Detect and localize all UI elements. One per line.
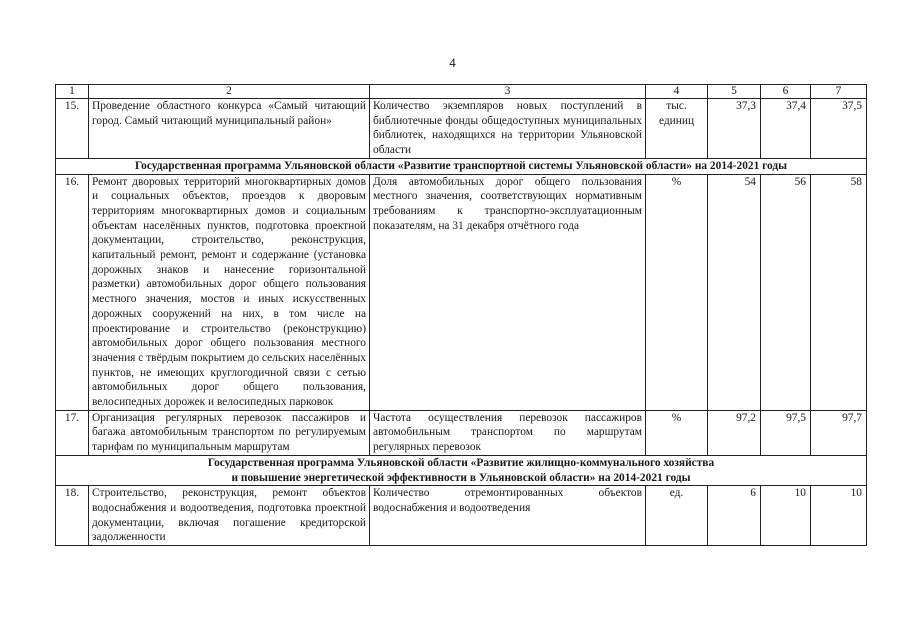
row-number: 16.: [56, 174, 89, 410]
value-cell: 97,7: [811, 410, 867, 455]
table-row: [56, 99, 867, 159]
indicator-cell: Частота осуществления перевозок пассажиров автомобильным транспортом по маршрутам регулярных перевозок: [370, 410, 646, 455]
row-number: 17.: [56, 410, 89, 455]
program-title: [56, 158, 867, 174]
column-number: 7: [811, 85, 867, 99]
unit-cell: тыс. единиц: [646, 99, 708, 159]
column-number: 6: [761, 85, 811, 99]
activity-cell: Ремонт дворовых территорий многоквартирных домов и социальных объектов, проездов к дворовым территориям многоквартирных домов и социальным объектам населённых пунктов, подготовка проектной документации, строительство, реконструкция, капитальный ремонт, ремонт и содержание (установка дорожных знаков и нанесение горизонтальной разметки) автомобильных дорог общего пользования местного значения, мостов и иных искусственных дорожных сооружений на них, в том числе на проектирование и строительство (реконструкцию) автомобильных дорог общего пользования местного значения с твёрдым покрытием до сельских населённых пунктов, не имеющих круглогодичной связи с сетью автомобильных дорог общего пользования, велосипедных дорожек и велосипедных парковок: [89, 174, 370, 410]
column-number: 5: [708, 85, 761, 99]
column-number: 1: [56, 85, 89, 99]
value-cell: 10: [761, 486, 811, 546]
activity-cell: Строительство, реконструкция, ремонт объектов водоснабжения и водоотведения, подготовка проектной документации, включая погашение кредиторской задолженности: [89, 486, 370, 546]
column-number-row: [56, 85, 867, 99]
unit-cell: %: [646, 174, 708, 410]
program-title-line: Государственная программа Ульяновской области «Развитие транспортной системы Ульяновской области» на 2014-2021 годы: [134, 159, 788, 172]
indicator-cell: Количество отремонтированных объектов водоснабжения и водоотведения: [370, 486, 646, 546]
indicators-table: [55, 84, 867, 546]
table-row: [56, 486, 867, 546]
column-number: 2: [89, 85, 370, 99]
unit-cell: ед.: [646, 486, 708, 546]
program-title: [56, 455, 867, 485]
page-number: 4: [449, 55, 456, 70]
value-cell: 37,5: [811, 99, 867, 159]
value-cell: 56: [761, 174, 811, 410]
value-cell: 97,2: [708, 410, 761, 455]
table-row: [56, 410, 867, 455]
program-title-line: и повышение энергетической эффективности в Ульяновской области» на 2014-2021 годы: [231, 471, 691, 484]
column-number: 3: [370, 85, 646, 99]
activity-cell: Организация регулярных перевозок пассажиров и багажа автомобильным транспортом по регулируемым тарифам по муниципальным маршрутам: [89, 410, 370, 455]
table-row: [56, 174, 867, 410]
value-cell: 54: [708, 174, 761, 410]
value-cell: 10: [811, 486, 867, 546]
activity-cell: Проведение областного конкурса «Самый читающий город. Самый читающий муниципальный район»: [89, 99, 370, 159]
column-number: 4: [646, 85, 708, 99]
value-cell: 58: [811, 174, 867, 410]
row-number: 15.: [56, 99, 89, 159]
program-section-row: [56, 455, 867, 485]
row-number: 18.: [56, 486, 89, 546]
indicator-cell: Доля автомобильных дорог общего пользования местного значения, соответствующих нормативным требованиям к транспортно-эксплуатационным показателям, на 31 декабря отчётного года: [370, 174, 646, 410]
indicator-cell: Количество экземпляров новых поступлений в библиотечные фонды общедоступных муниципальных библиотек, находящихся на территории Ульяновской области: [370, 99, 646, 159]
value-cell: 37,4: [761, 99, 811, 159]
program-title-line: Государственная программа Ульяновской области «Развитие жилищно-коммунального хозяйства: [207, 456, 715, 469]
value-cell: 37,3: [708, 99, 761, 159]
program-section-row: [56, 158, 867, 174]
unit-cell: %: [646, 410, 708, 455]
value-cell: 97,5: [761, 410, 811, 455]
value-cell: 6: [708, 486, 761, 546]
